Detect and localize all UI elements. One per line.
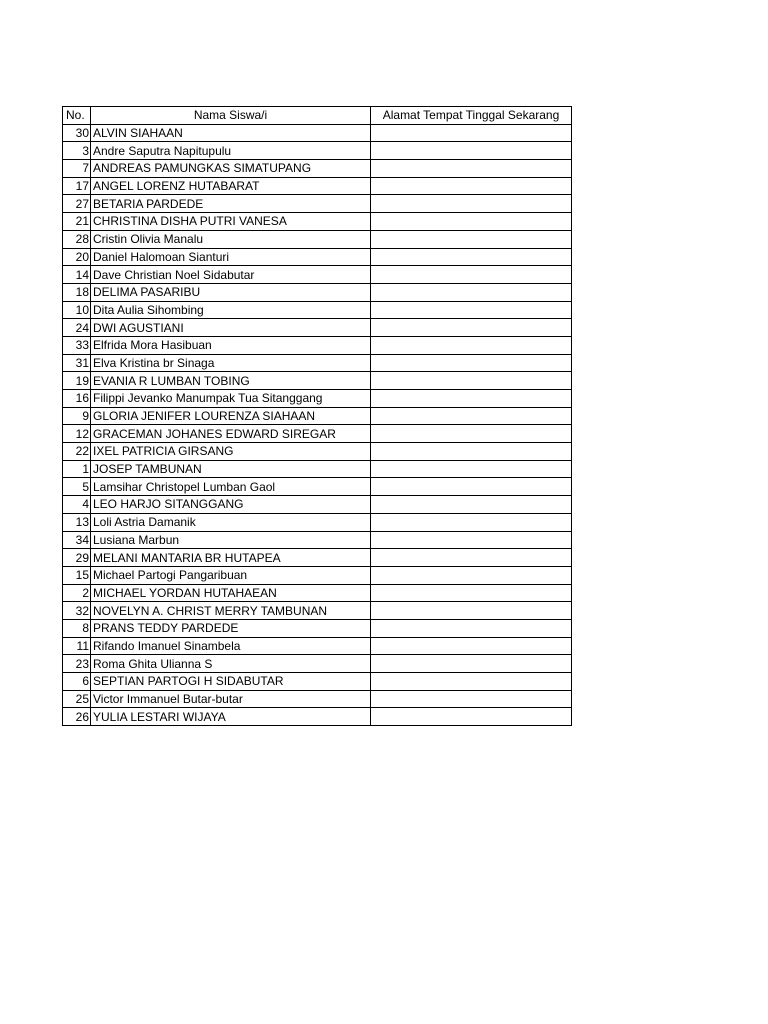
cell-name: BETARIA PARDEDE [91,195,371,213]
table-row [63,160,572,178]
cell-name: ANGEL LORENZ HUTABARAT [91,177,371,195]
header-address: Alamat Tempat Tinggal Sekarang [371,107,572,125]
cell-no: 6 [63,673,91,691]
cell-name: ANDREAS PAMUNGKAS SIMATUPANG [91,160,371,178]
cell-name: CHRISTINA DISHA PUTRI VANESA [91,213,371,231]
cell-no: 33 [63,336,91,354]
cell-address[interactable] [371,319,572,337]
cell-address[interactable] [371,460,572,478]
cell-no: 11 [63,637,91,655]
cell-no: 24 [63,319,91,337]
table-header [63,107,572,125]
cell-address[interactable] [371,354,572,372]
table-row [63,708,572,726]
cell-address[interactable] [371,283,572,301]
cell-name: NOVELYN A. CHRIST MERRY TAMBUNAN [91,602,371,620]
cell-name: PRANS TEDDY PARDEDE [91,619,371,637]
cell-name: LEO HARJO SITANGGANG [91,496,371,514]
table-row [63,566,572,584]
cell-no: 19 [63,372,91,390]
cell-no: 1 [63,460,91,478]
cell-address[interactable] [371,584,572,602]
table-row [63,513,572,531]
cell-name: Filippi Jevanko Manumpak Tua Sitanggang [91,390,371,408]
table-row [63,213,572,231]
cell-no: 25 [63,690,91,708]
cell-name: Michael Partogi Pangaribuan [91,566,371,584]
table-row [63,602,572,620]
table-row [63,673,572,691]
cell-name: GRACEMAN JOHANES EDWARD SIREGAR [91,425,371,443]
cell-address[interactable] [371,372,572,390]
table-row [63,407,572,425]
table-body [63,124,572,725]
cell-no: 13 [63,513,91,531]
cell-no: 23 [63,655,91,673]
header-row [63,107,572,125]
cell-no: 7 [63,160,91,178]
cell-address[interactable] [371,266,572,284]
cell-name: ALVIN SIAHAAN [91,124,371,142]
cell-no: 3 [63,142,91,160]
cell-address[interactable] [371,248,572,266]
cell-no: 5 [63,478,91,496]
cell-no: 30 [63,124,91,142]
table-row [63,584,572,602]
cell-no: 31 [63,354,91,372]
header-no: No. [63,107,91,125]
table-row [63,266,572,284]
cell-no: 17 [63,177,91,195]
cell-name: DWI AGUSTIANI [91,319,371,337]
table-row [63,460,572,478]
cell-address[interactable] [371,301,572,319]
table-row [63,655,572,673]
cell-address[interactable] [371,407,572,425]
table-row [63,195,572,213]
cell-address[interactable] [371,425,572,443]
cell-address[interactable] [371,708,572,726]
table-row [63,124,572,142]
cell-no: 12 [63,425,91,443]
cell-no: 15 [63,566,91,584]
cell-address[interactable] [371,637,572,655]
cell-name: Elva Kristina br Sinaga [91,354,371,372]
cell-name: Roma Ghita Ulianna S [91,655,371,673]
cell-address[interactable] [371,478,572,496]
table-row [63,336,572,354]
cell-name: Elfrida Mora Hasibuan [91,336,371,354]
table-row [63,301,572,319]
cell-name: YULIA LESTARI WIJAYA [91,708,371,726]
cell-name: Victor Immanuel Butar-butar [91,690,371,708]
table-row [63,637,572,655]
student-address-table [62,106,572,726]
cell-no: 18 [63,283,91,301]
cell-address[interactable] [371,673,572,691]
cell-name: IXEL PATRICIA GIRSANG [91,443,371,461]
table-row [63,230,572,248]
cell-address[interactable] [371,213,572,231]
table-row [63,496,572,514]
cell-address[interactable] [371,124,572,142]
table-row [63,443,572,461]
cell-no: 8 [63,619,91,637]
table-row [63,177,572,195]
cell-no: 20 [63,248,91,266]
cell-no: 26 [63,708,91,726]
table-row [63,390,572,408]
cell-no: 4 [63,496,91,514]
table-row [63,690,572,708]
cell-no: 32 [63,602,91,620]
cell-name: MELANI MANTARIA BR HUTAPEA [91,549,371,567]
cell-name: JOSEP TAMBUNAN [91,460,371,478]
cell-name: Dave Christian Noel Sidabutar [91,266,371,284]
cell-address[interactable] [371,160,572,178]
cell-name: Daniel Halomoan Sianturi [91,248,371,266]
cell-address[interactable] [371,390,572,408]
cell-no: 29 [63,549,91,567]
cell-name: Dita Aulia Sihombing [91,301,371,319]
cell-address[interactable] [371,177,572,195]
cell-name: MICHAEL YORDAN HUTAHAEAN [91,584,371,602]
cell-name: Lusiana Marbun [91,531,371,549]
table-row [63,283,572,301]
cell-no: 22 [63,443,91,461]
table-row [63,531,572,549]
cell-address[interactable] [371,496,572,514]
table-row [63,478,572,496]
table-row [63,372,572,390]
table-row [63,354,572,372]
cell-name: Rifando Imanuel Sinambela [91,637,371,655]
cell-address[interactable] [371,602,572,620]
cell-address[interactable] [371,655,572,673]
header-name: Nama Siswa/i [91,107,371,125]
cell-no: 21 [63,213,91,231]
cell-name: Lamsihar Christopel Lumban Gaol [91,478,371,496]
table-row [63,248,572,266]
cell-address[interactable] [371,443,572,461]
table-row [63,619,572,637]
table-row [63,142,572,160]
cell-address[interactable] [371,142,572,160]
cell-address[interactable] [371,531,572,549]
cell-name: DELIMA PASARIBU [91,283,371,301]
cell-address[interactable] [371,195,572,213]
cell-name: GLORIA JENIFER LOURENZA SIAHAAN [91,407,371,425]
cell-no: 28 [63,230,91,248]
cell-address[interactable] [371,230,572,248]
table-row [63,425,572,443]
cell-address[interactable] [371,566,572,584]
cell-no: 27 [63,195,91,213]
cell-no: 2 [63,584,91,602]
cell-name: Loli Astria Damanik [91,513,371,531]
cell-name: Cristin Olivia Manalu [91,230,371,248]
cell-no: 10 [63,301,91,319]
cell-address[interactable] [371,619,572,637]
cell-address[interactable] [371,336,572,354]
cell-no: 9 [63,407,91,425]
table-row [63,319,572,337]
cell-address[interactable] [371,549,572,567]
cell-address[interactable] [371,690,572,708]
cell-no: 16 [63,390,91,408]
cell-name: EVANIA R LUMBAN TOBING [91,372,371,390]
cell-no: 34 [63,531,91,549]
cell-name: SEPTIAN PARTOGI H SIDABUTAR [91,673,371,691]
cell-address[interactable] [371,513,572,531]
table-row [63,549,572,567]
cell-no: 14 [63,266,91,284]
cell-name: Andre Saputra Napitupulu [91,142,371,160]
